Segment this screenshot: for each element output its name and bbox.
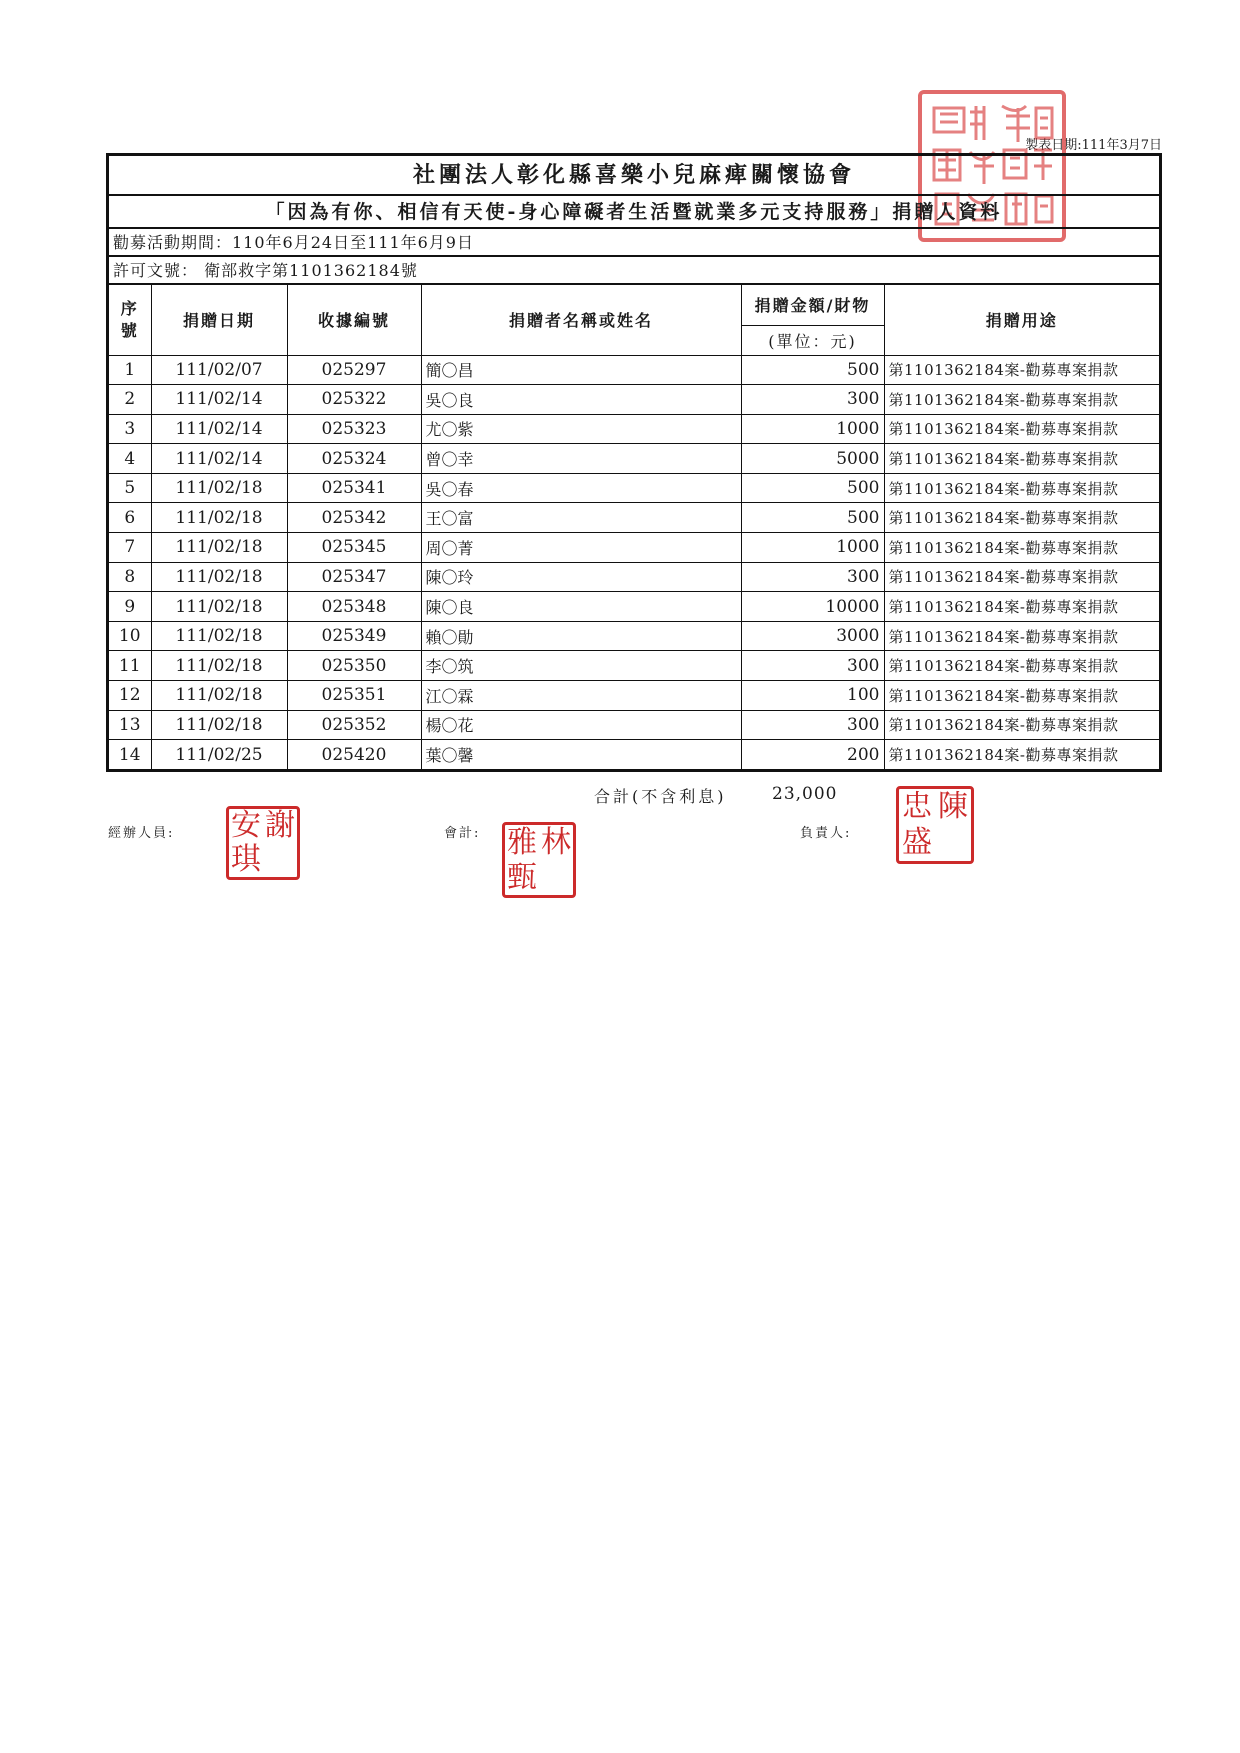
- row-date: 111/02/25: [151, 740, 287, 769]
- total-label: 合計(不含利息): [594, 787, 727, 806]
- row-donor: 楊〇花: [421, 710, 741, 740]
- donor-table: [109, 285, 1159, 769]
- table-row: [109, 740, 1159, 769]
- col-header-receipt: 收據編號: [287, 285, 421, 355]
- row-donor: 周〇菁: [421, 533, 741, 563]
- row-date: 111/02/14: [151, 385, 287, 415]
- row-seq: 1: [109, 355, 151, 385]
- manager-seal-stamp: 忠 陳 盛: [896, 786, 974, 864]
- permit-number: 許可文號： 衛部救字第1101362184號: [109, 257, 1159, 285]
- row-receipt: 025297: [287, 355, 421, 385]
- col-header-donor: 捐贈者名稱或姓名: [421, 285, 741, 355]
- col-header-unit: (單位：元): [741, 325, 884, 355]
- row-date: 111/02/18: [151, 651, 287, 681]
- row-donor: 曾〇幸: [421, 444, 741, 474]
- row-purpose: 第1101362184案-勸募專案捐款: [884, 355, 1159, 385]
- row-purpose: 第1101362184案-勸募專案捐款: [884, 681, 1159, 711]
- donor-report-sheet: [106, 153, 1162, 772]
- row-date: 111/02/18: [151, 503, 287, 533]
- row-seq: 11: [109, 651, 151, 681]
- handler-label: 經辦人員:: [108, 826, 175, 841]
- row-receipt: 025420: [287, 740, 421, 769]
- col-header-seq: 序號: [109, 285, 151, 355]
- row-purpose: 第1101362184案-勸募專案捐款: [884, 592, 1159, 622]
- row-donor: 王〇富: [421, 503, 741, 533]
- fundraising-period: 勸募活動期間：110年6月24日至111年6月9日: [109, 229, 1159, 257]
- row-purpose: 第1101362184案-勸募專案捐款: [884, 651, 1159, 681]
- report-subtitle: 「因為有你、相信有天使-身心障礙者生活暨就業多元支持服務」捐贈人資料: [109, 196, 1159, 229]
- row-donor: 吳〇春: [421, 473, 741, 503]
- row-receipt: 025349: [287, 621, 421, 651]
- row-seq: 6: [109, 503, 151, 533]
- table-row: [109, 355, 1159, 385]
- report-date: 製表日期:111年3月7日: [1025, 138, 1162, 153]
- table-row: [109, 385, 1159, 415]
- row-seq: 5: [109, 473, 151, 503]
- row-receipt: 025351: [287, 681, 421, 711]
- row-amount: 3000: [741, 621, 884, 651]
- row-donor: 陳〇玲: [421, 562, 741, 592]
- row-amount: 300: [741, 562, 884, 592]
- accountant-seal-stamp: 雅 林 甄: [502, 822, 576, 898]
- row-purpose: 第1101362184案-勸募專案捐款: [884, 710, 1159, 740]
- row-receipt: 025347: [287, 562, 421, 592]
- total-value: 23,000: [772, 784, 838, 804]
- row-amount: 5000: [741, 444, 884, 474]
- table-row: [109, 621, 1159, 651]
- table-row: [109, 444, 1159, 474]
- table-row: [109, 562, 1159, 592]
- row-date: 111/02/18: [151, 562, 287, 592]
- row-purpose: 第1101362184案-勸募專案捐款: [884, 414, 1159, 444]
- row-date: 111/02/07: [151, 355, 287, 385]
- row-receipt: 025341: [287, 473, 421, 503]
- row-receipt: 025345: [287, 533, 421, 563]
- row-amount: 100: [741, 681, 884, 711]
- table-row: [109, 681, 1159, 711]
- row-seq: 12: [109, 681, 151, 711]
- table-row: [109, 414, 1159, 444]
- table-row: [109, 533, 1159, 563]
- row-seq: 9: [109, 592, 151, 622]
- row-seq: 8: [109, 562, 151, 592]
- table-row: [109, 592, 1159, 622]
- row-date: 111/02/18: [151, 621, 287, 651]
- row-receipt: 025322: [287, 385, 421, 415]
- row-date: 111/02/18: [151, 473, 287, 503]
- row-amount: 10000: [741, 592, 884, 622]
- col-header-date: 捐贈日期: [151, 285, 287, 355]
- row-seq: 10: [109, 621, 151, 651]
- row-purpose: 第1101362184案-勸募專案捐款: [884, 533, 1159, 563]
- row-amount: 1000: [741, 533, 884, 563]
- row-purpose: 第1101362184案-勸募專案捐款: [884, 621, 1159, 651]
- row-amount: 500: [741, 503, 884, 533]
- row-seq: 14: [109, 740, 151, 769]
- row-receipt: 025348: [287, 592, 421, 622]
- row-seq: 13: [109, 710, 151, 740]
- row-amount: 300: [741, 385, 884, 415]
- row-date: 111/02/14: [151, 444, 287, 474]
- row-receipt: 025350: [287, 651, 421, 681]
- donor-table-body: [109, 355, 1159, 769]
- org-title: 社團法人彰化縣喜樂小兒麻痺關懷協會: [109, 156, 1159, 196]
- row-amount: 200: [741, 740, 884, 769]
- accountant-label: 會計:: [444, 826, 481, 841]
- row-donor: 葉〇馨: [421, 740, 741, 769]
- row-purpose: 第1101362184案-勸募專案捐款: [884, 503, 1159, 533]
- row-donor: 賴〇勛: [421, 621, 741, 651]
- row-date: 111/02/18: [151, 592, 287, 622]
- row-receipt: 025352: [287, 710, 421, 740]
- col-header-amount: 捐贈金額/財物: [741, 285, 884, 325]
- col-header-purpose: 捐贈用途: [884, 285, 1159, 355]
- row-purpose: 第1101362184案-勸募專案捐款: [884, 444, 1159, 474]
- row-seq: 2: [109, 385, 151, 415]
- table-row: [109, 473, 1159, 503]
- row-receipt: 025342: [287, 503, 421, 533]
- row-purpose: 第1101362184案-勸募專案捐款: [884, 740, 1159, 769]
- row-donor: 尤〇紫: [421, 414, 741, 444]
- row-amount: 500: [741, 473, 884, 503]
- row-date: 111/02/14: [151, 414, 287, 444]
- row-amount: 500: [741, 355, 884, 385]
- row-amount: 300: [741, 710, 884, 740]
- row-seq: 4: [109, 444, 151, 474]
- row-seq: 7: [109, 533, 151, 563]
- table-row: [109, 710, 1159, 740]
- table-row: [109, 651, 1159, 681]
- row-date: 111/02/18: [151, 533, 287, 563]
- row-seq: 3: [109, 414, 151, 444]
- row-donor: 李〇筑: [421, 651, 741, 681]
- row-purpose: 第1101362184案-勸募專案捐款: [884, 562, 1159, 592]
- row-receipt: 025324: [287, 444, 421, 474]
- row-donor: 江〇霖: [421, 681, 741, 711]
- row-date: 111/02/18: [151, 710, 287, 740]
- row-date: 111/02/18: [151, 681, 287, 711]
- row-amount: 1000: [741, 414, 884, 444]
- row-receipt: 025323: [287, 414, 421, 444]
- row-donor: 陳〇良: [421, 592, 741, 622]
- handler-seal-stamp: 安 謝 琪: [226, 806, 300, 880]
- row-purpose: 第1101362184案-勸募專案捐款: [884, 385, 1159, 415]
- row-donor: 吳〇良: [421, 385, 741, 415]
- row-purpose: 第1101362184案-勸募專案捐款: [884, 473, 1159, 503]
- row-donor: 簡〇昌: [421, 355, 741, 385]
- manager-label: 負責人:: [800, 826, 852, 841]
- table-row: [109, 503, 1159, 533]
- row-amount: 300: [741, 651, 884, 681]
